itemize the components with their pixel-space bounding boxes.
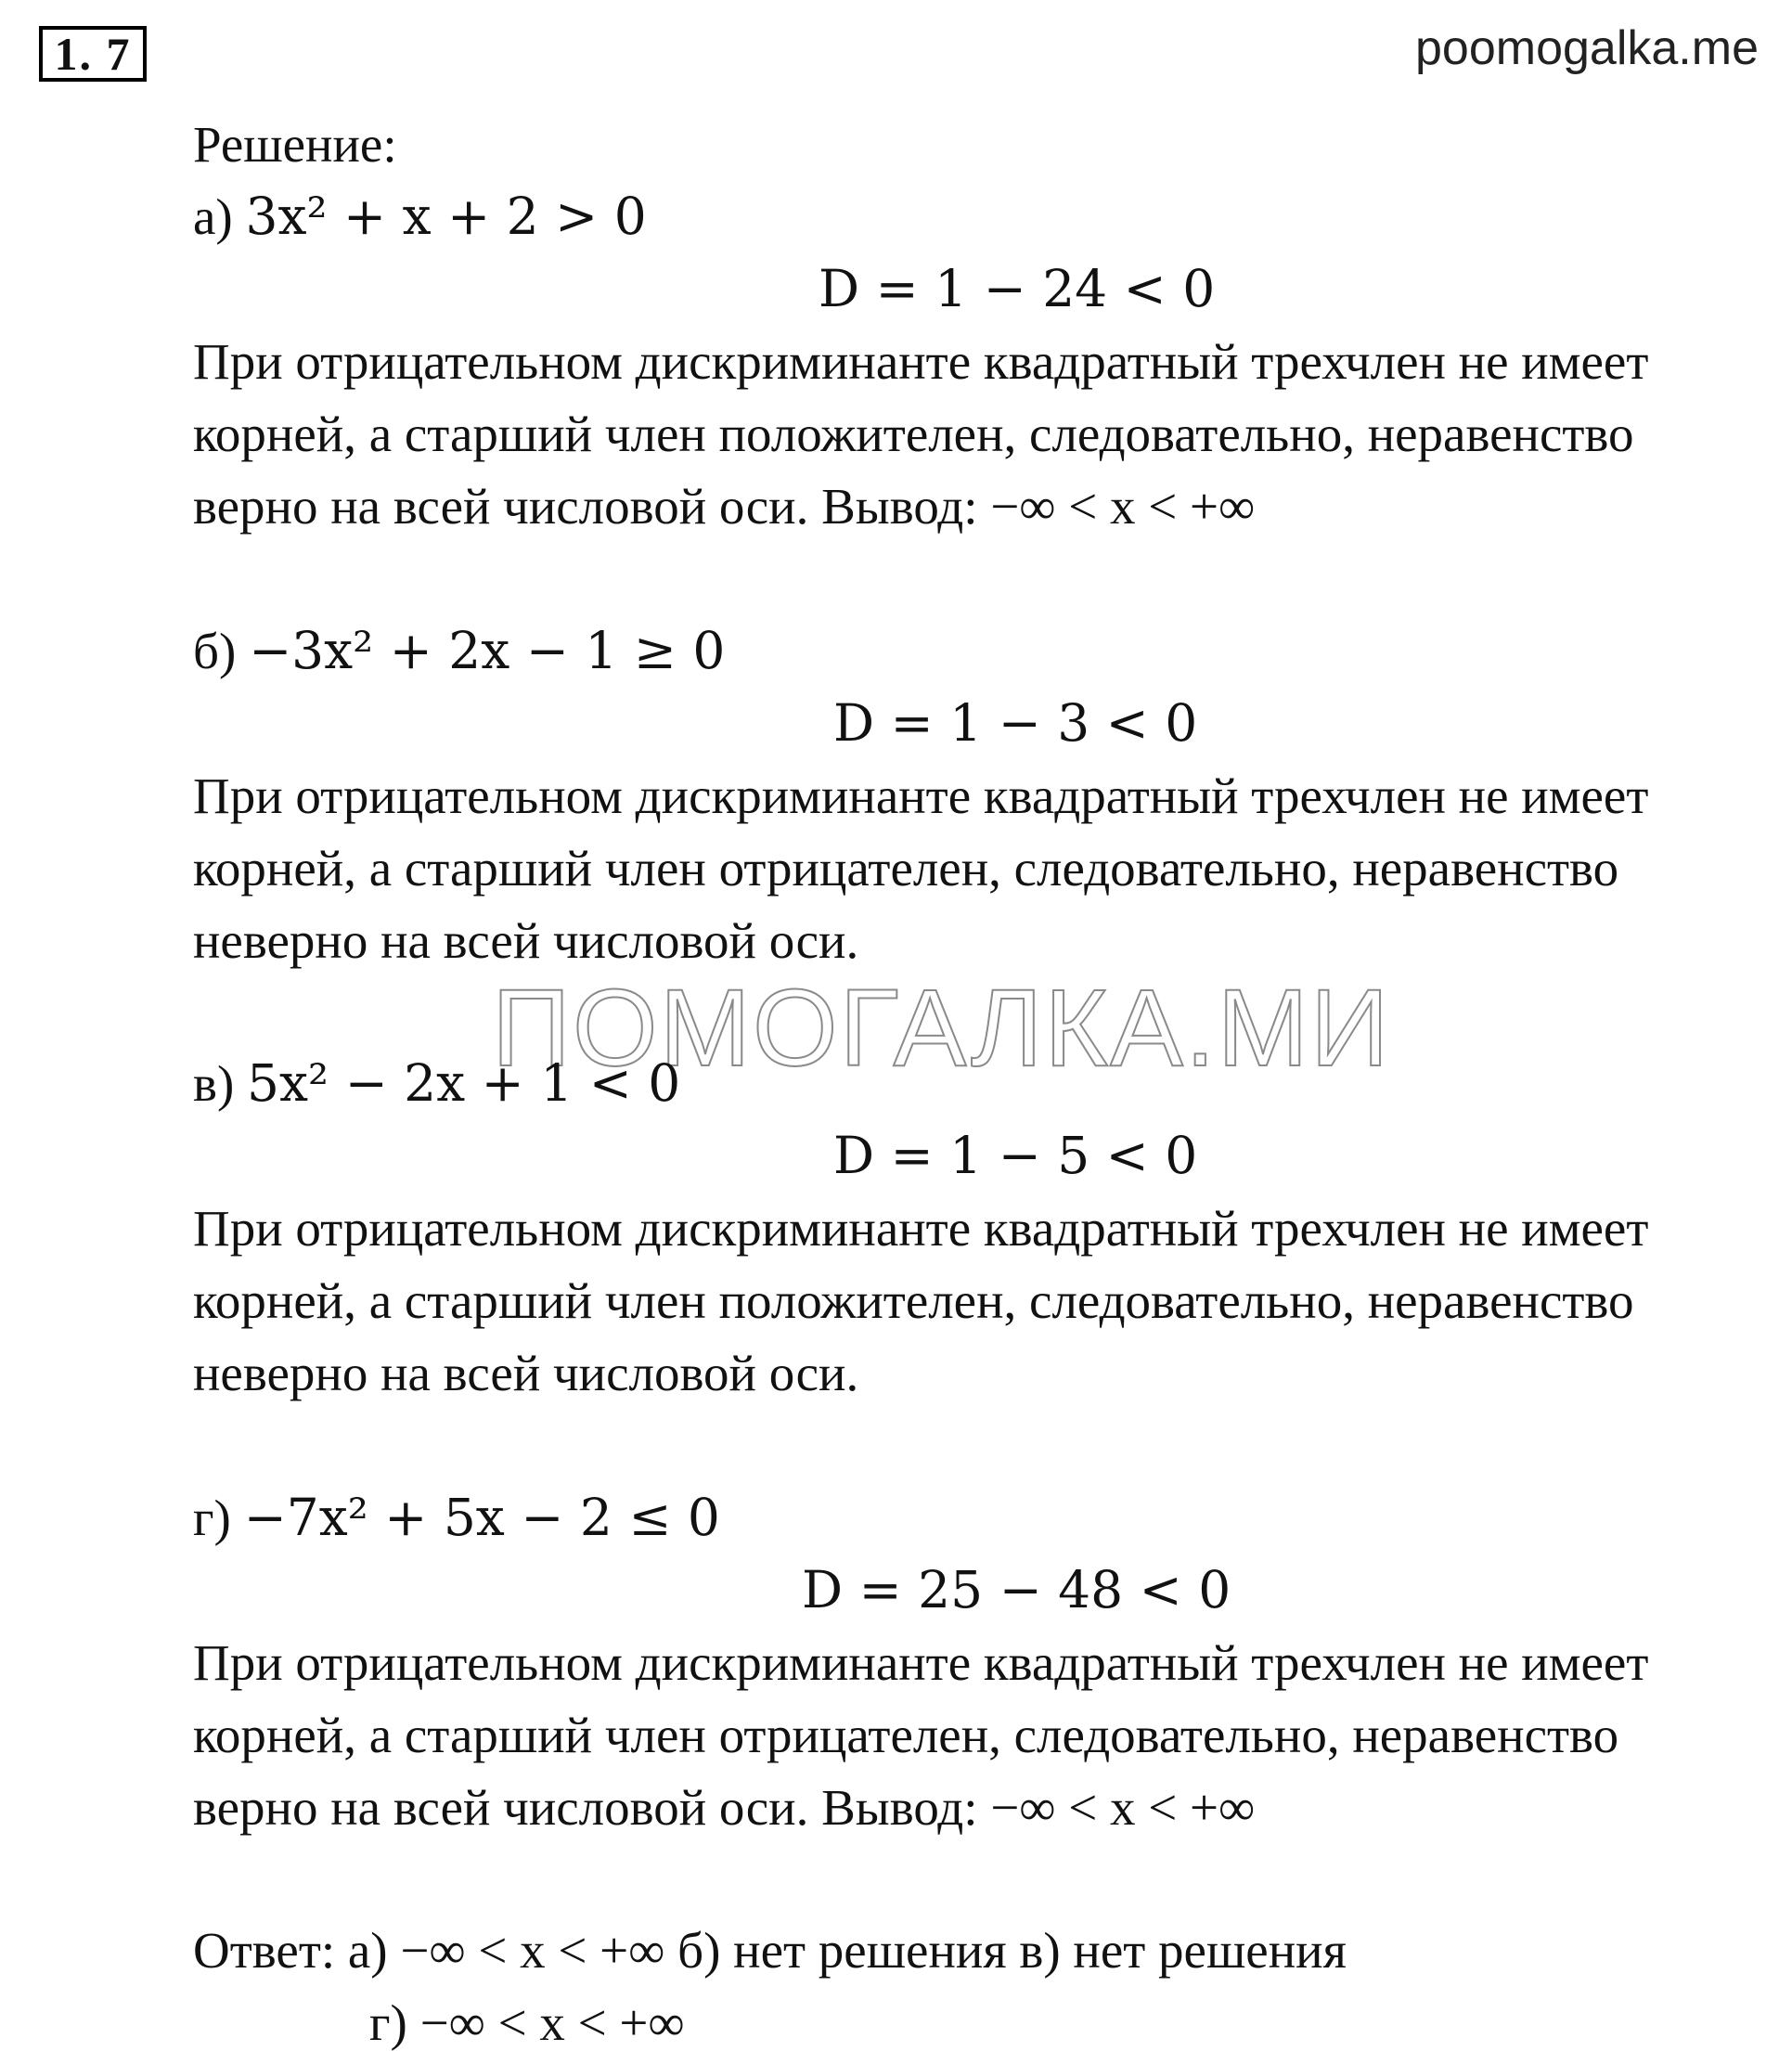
part-c-text-line: корней, а старший член положителен, следовательно, неравенство xyxy=(193,1272,1634,1329)
part-d-inequality: −7x² + 5x − 2 ≤ 0 xyxy=(243,1488,720,1547)
part-a-inequality: 3x² + x + 2 > 0 xyxy=(245,187,647,246)
part-d-label: г) xyxy=(193,1490,231,1546)
part-b-text-line: неверно на всей числовой оси. xyxy=(193,912,859,969)
site-name: poomogalka.me xyxy=(1415,21,1759,75)
part-a-text-line: верно на всей числовой оси. Вывод: −∞ < x < +∞ xyxy=(193,478,1256,535)
part-b-text-line: корней, а старший член отрицателен, следовательно, неравенство xyxy=(193,840,1619,897)
part-b-heading xyxy=(193,621,726,680)
part-b-discriminant: D = 1 − 3 < 0 xyxy=(833,693,1198,753)
answer-line-2: г) −∞ < x < +∞ xyxy=(369,1994,685,2051)
answer-line-1: Ответ: а) −∞ < x < +∞ б) нет решения в) нет решения xyxy=(193,1922,1347,1979)
part-c-label: в) xyxy=(193,1055,235,1112)
part-d-text-line: верно на всей числовой оси. Вывод: −∞ < x < +∞ xyxy=(193,1779,1256,1836)
part-a-discriminant: D = 1 − 24 < 0 xyxy=(819,259,1216,318)
part-a-text-line: корней, а старший член положителен, следовательно, неравенство xyxy=(193,406,1634,462)
part-c-discriminant: D = 1 − 5 < 0 xyxy=(833,1126,1198,1185)
part-c-heading xyxy=(193,1053,681,1113)
part-a-text-line: При отрицательном дискриминанте квадратный трехчлен не имеет xyxy=(193,333,1649,390)
part-c-inequality: 5x² − 2x + 1 < 0 xyxy=(247,1053,681,1113)
problem-number-badge: 1. 7 xyxy=(39,26,147,82)
part-c-text-line: неверно на всей числовой оси. xyxy=(193,1345,859,1401)
part-d-heading xyxy=(193,1488,720,1547)
part-b-inequality: −3x² + 2x − 1 ≥ 0 xyxy=(249,621,726,680)
part-d-text-line: При отрицательном дискриминанте квадратный трехчлен не имеет xyxy=(193,1634,1649,1691)
watermark: ПОМОГАЛКА.МИ xyxy=(492,967,1391,1090)
part-d-discriminant: D = 25 − 48 < 0 xyxy=(802,1560,1231,1619)
part-c-text-line: При отрицательном дискриминанте квадратный трехчлен не имеет xyxy=(193,1200,1649,1257)
part-a-heading xyxy=(193,187,647,246)
solution-title: Решение: xyxy=(193,116,397,173)
part-a-label: а) xyxy=(193,188,233,245)
part-d-text-line: корней, а старший член отрицателен, следовательно, неравенство xyxy=(193,1707,1619,1763)
part-b-text-line: При отрицательном дискриминанте квадратный трехчлен не имеет xyxy=(193,768,1649,824)
part-b-label: б) xyxy=(193,623,237,679)
